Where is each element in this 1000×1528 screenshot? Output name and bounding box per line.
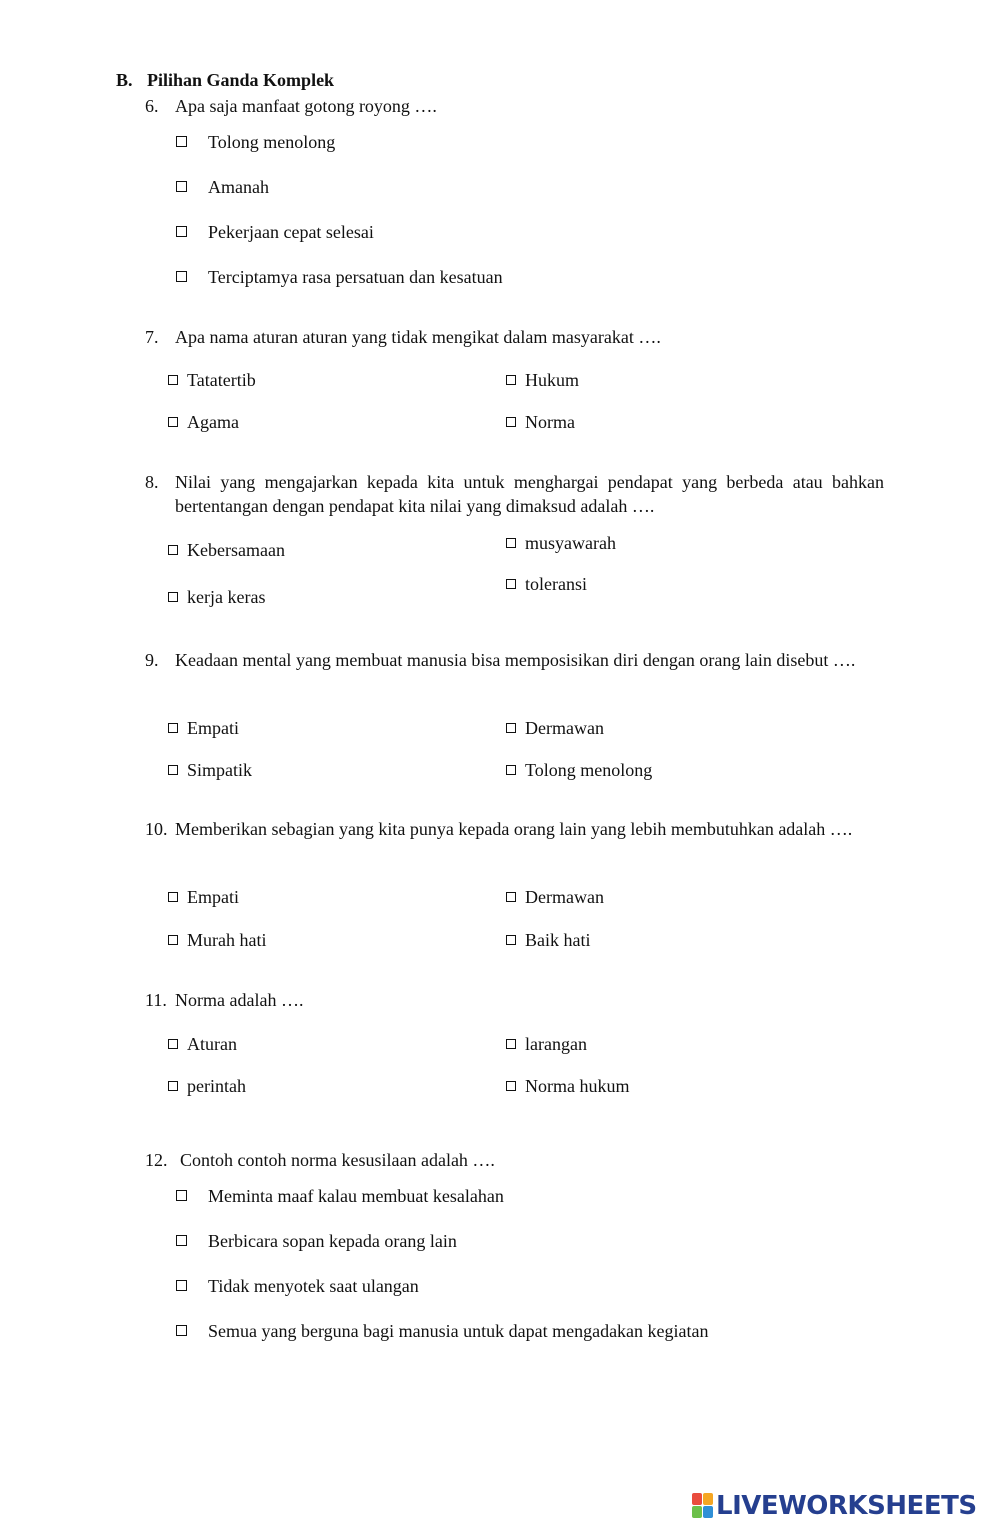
question-text: Nilai yang mengajarkan kepada kita untuk menghargai pendapat yang berbeda atau bahkan bertentangan dengan pendapat kita nilai yang dimaksud adalah …. bbox=[175, 472, 884, 516]
question-text: Memberikan sebagian yang kita punya kepada orang lain yang lebih membutuhkan adalah …. bbox=[175, 819, 853, 839]
checkbox-icon[interactable] bbox=[506, 723, 516, 733]
logo-block bbox=[692, 1506, 702, 1518]
logo-block bbox=[692, 1493, 702, 1505]
question-number: 7. bbox=[145, 327, 159, 347]
question-number: 10. bbox=[145, 819, 168, 839]
checkbox-icon[interactable] bbox=[168, 892, 178, 902]
checkbox-icon[interactable] bbox=[168, 375, 178, 385]
checkbox-icon[interactable] bbox=[168, 1081, 178, 1091]
question-number: 9. bbox=[145, 650, 159, 670]
option-label: Tolong menolong bbox=[208, 132, 336, 152]
option-label: Pekerjaan cepat selesai bbox=[208, 222, 374, 242]
liveworksheets-logo[interactable] bbox=[692, 1490, 977, 1522]
option-label: Agama bbox=[187, 412, 239, 432]
checkbox-icon[interactable] bbox=[506, 1081, 516, 1091]
question-text: Norma adalah …. bbox=[175, 990, 304, 1010]
checkbox-icon[interactable] bbox=[168, 417, 178, 427]
option-label: musyawarah bbox=[525, 533, 616, 553]
checkbox-icon[interactable] bbox=[168, 935, 178, 945]
checkbox-icon[interactable] bbox=[506, 765, 516, 775]
checkbox-icon[interactable] bbox=[506, 935, 516, 945]
option-label: kerja keras bbox=[187, 587, 266, 607]
question-number: 12. bbox=[145, 1150, 168, 1170]
option-label: Terciptamya rasa persatuan dan kesatuan bbox=[208, 267, 503, 287]
option-label: Kebersamaan bbox=[187, 540, 285, 560]
question-number: 8. bbox=[145, 472, 159, 492]
option-label: Tolong menolong bbox=[525, 760, 653, 780]
option-label: Norma bbox=[525, 412, 575, 432]
logo-block bbox=[703, 1506, 713, 1518]
option-label: Empati bbox=[187, 718, 239, 738]
checkbox-icon[interactable] bbox=[176, 1190, 187, 1201]
option-label: Hukum bbox=[525, 370, 579, 390]
checkbox-icon[interactable] bbox=[168, 545, 178, 555]
option-label: Norma hukum bbox=[525, 1076, 630, 1096]
option-label: Tidak menyotek saat ulangan bbox=[208, 1276, 419, 1296]
option-label: Semua yang berguna bagi manusia untuk dapat mengadakan kegiatan bbox=[208, 1321, 709, 1341]
section-title: Pilihan Ganda Komplek bbox=[147, 70, 335, 90]
option-label: larangan bbox=[525, 1034, 587, 1054]
section-letter: B. bbox=[116, 70, 133, 90]
checkbox-icon[interactable] bbox=[506, 538, 516, 548]
option-label: Tatatertib bbox=[187, 370, 256, 390]
checkbox-icon[interactable] bbox=[176, 271, 187, 282]
option-label: Empati bbox=[187, 887, 239, 907]
option-label: Baik hati bbox=[525, 930, 591, 950]
option-label: Murah hati bbox=[187, 930, 267, 950]
checkbox-icon[interactable] bbox=[176, 226, 187, 237]
checkbox-icon[interactable] bbox=[506, 579, 516, 589]
option-label: Simpatik bbox=[187, 760, 253, 780]
checkbox-icon[interactable] bbox=[506, 1039, 516, 1049]
option-label: Meminta maaf kalau membuat kesalahan bbox=[208, 1186, 504, 1206]
option-label: toleransi bbox=[525, 574, 587, 594]
question-number: 11. bbox=[145, 990, 167, 1010]
option-label: perintah bbox=[187, 1076, 246, 1096]
option-label: Amanah bbox=[208, 177, 269, 197]
checkbox-icon[interactable] bbox=[168, 1039, 178, 1049]
option-label: Berbicara sopan kepada orang lain bbox=[208, 1231, 457, 1251]
checkbox-icon[interactable] bbox=[168, 592, 178, 602]
option-label: Aturan bbox=[187, 1034, 237, 1054]
option-label: Dermawan bbox=[525, 718, 604, 738]
checkbox-icon[interactable] bbox=[506, 892, 516, 902]
question-text: Apa nama aturan aturan yang tidak mengikat dalam masyarakat …. bbox=[175, 327, 661, 347]
checkbox-icon[interactable] bbox=[506, 417, 516, 427]
checkbox-icon[interactable] bbox=[506, 375, 516, 385]
checkbox-icon[interactable] bbox=[168, 765, 178, 775]
question-text: Contoh contoh norma kesusilaan adalah …. bbox=[180, 1150, 495, 1170]
question-text: Keadaan mental yang membuat manusia bisa memposisikan diri dengan orang lain disebut …. bbox=[175, 650, 856, 670]
logo-block bbox=[703, 1493, 713, 1505]
question-number: 6. bbox=[145, 96, 159, 116]
section-heading bbox=[116, 70, 334, 91]
checkbox-icon[interactable] bbox=[176, 136, 187, 147]
checkbox-icon[interactable] bbox=[168, 723, 178, 733]
brand-name: LIVEWORKSHEETS bbox=[716, 1491, 977, 1521]
checkbox-icon[interactable] bbox=[176, 1280, 187, 1291]
liveworksheets-logo-icon bbox=[692, 1493, 714, 1519]
checkbox-icon[interactable] bbox=[176, 181, 187, 192]
question-text: Apa saja manfaat gotong royong …. bbox=[175, 96, 437, 116]
checkbox-icon[interactable] bbox=[176, 1325, 187, 1336]
checkbox-icon[interactable] bbox=[176, 1235, 187, 1246]
option-label: Dermawan bbox=[525, 887, 604, 907]
